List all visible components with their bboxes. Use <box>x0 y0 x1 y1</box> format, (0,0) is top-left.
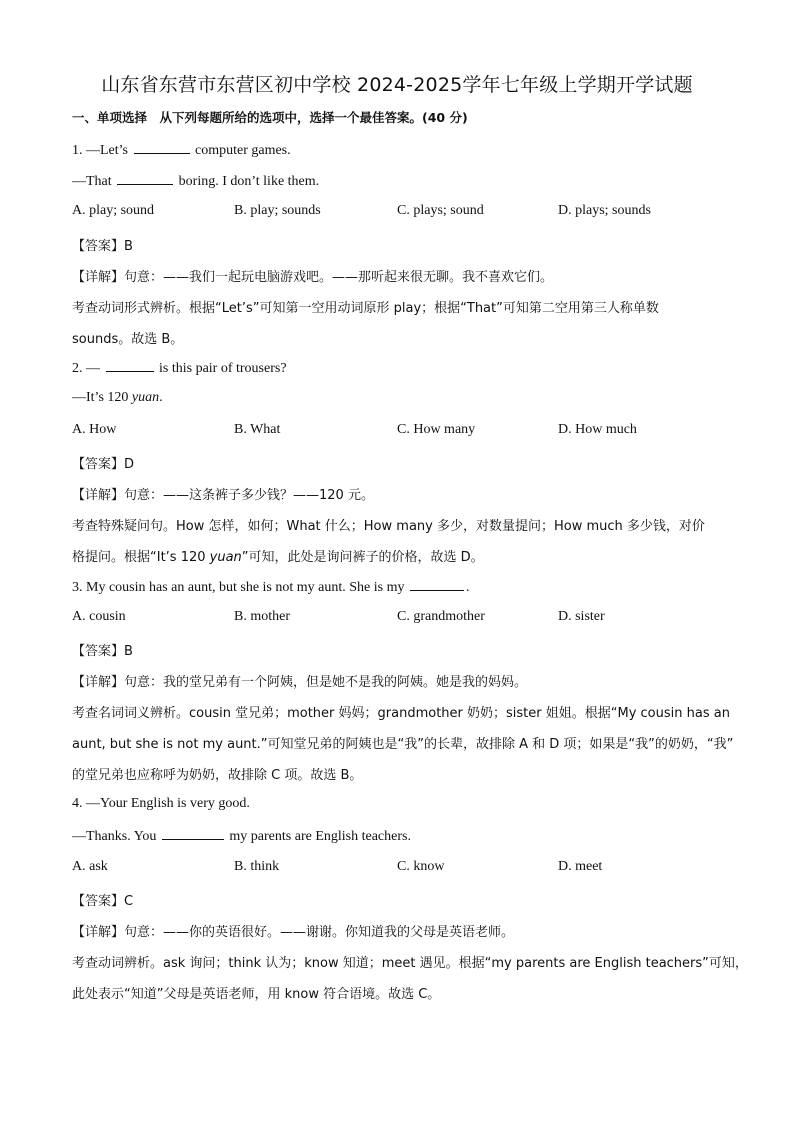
q3-option-b: B. mother <box>234 609 290 624</box>
q2-detail: 【详解】句意：——这条裤子多少钱？——120 元。 <box>72 488 374 503</box>
q2-option-b: B. What <box>234 422 281 437</box>
q4-analysis-1: 考查动词辨析。ask 询问；think 认为；know 知道；meet 遇见。根据“my parents are English teachers”可知， <box>72 956 748 971</box>
q1-option-a: A. play; sound <box>72 203 155 218</box>
q2-option-d: D. How much <box>558 422 637 437</box>
q2-italic-yuan: yuan <box>131 390 160 405</box>
q4-option-c: C. know <box>397 859 445 874</box>
answer-blank <box>410 578 464 591</box>
q1-analysis-1: 考查动词形式辨析。根据“Let’s”可知第一空用动词原形 play；根据“That”可知第二空用第三人称单数 <box>72 301 659 316</box>
q3-detail: 【详解】句意：我的堂兄弟有一个阿姨，但是她不是我的阿姨。她是我的妈妈。 <box>72 675 528 690</box>
q4-text-a: —Thanks. You <box>72 829 157 844</box>
q4-option-b: B. think <box>234 859 280 874</box>
q2-text-d: . <box>159 390 163 405</box>
q2-option-a: A. How <box>72 422 117 437</box>
q1-answer: 【答案】B <box>72 239 133 254</box>
question-1-line-1 <box>72 141 291 159</box>
q2-answer: 【答案】D <box>72 457 135 472</box>
q2-analysis-italic: yuan <box>209 550 242 565</box>
q3-analysis-2: aunt, but she is not my aunt.”可知堂兄弟的阿姨也是“我”的长辈，故排除 A 和 D 项；如果是“我”的奶奶，“我” <box>72 737 734 752</box>
q4-detail: 【详解】句意：——你的英语很好。——谢谢。你知道我的父母是英语老师。 <box>72 925 515 940</box>
question-2-line-1 <box>72 359 287 377</box>
q2-text-b: is this pair of trousers? <box>159 361 287 376</box>
q1-text-b: computer games. <box>195 143 291 158</box>
q3-option-c: C. grandmother <box>397 609 485 624</box>
q2-analysis-2a: 格提问。根据“It’s 120 <box>72 550 210 565</box>
q2-analysis-2 <box>72 546 484 565</box>
q1-option-d: D. plays; sounds <box>558 203 651 218</box>
q3-answer: 【答案】B <box>72 644 133 659</box>
q1-text-c: —That <box>72 174 112 189</box>
q3-analysis-3: 的堂兄弟也应称呼为奶奶，故排除 C 项。故选 B。 <box>72 768 363 783</box>
question-3-line-1 <box>72 578 469 596</box>
q4-analysis-2: 此处表示“知道”父母是英语老师，用 know 符合语境。故选 C。 <box>72 987 441 1002</box>
page-title: 山东省东营市东营区初中学校 2024-2025学年七年级上学期开学试题 <box>101 74 693 96</box>
q4-option-d: D. meet <box>558 859 603 874</box>
q4-answer: 【答案】C <box>72 894 134 909</box>
q1-option-c: C. plays; sound <box>397 203 484 218</box>
q4-text-b: my parents are English teachers. <box>229 829 411 844</box>
answer-blank <box>162 827 224 840</box>
question-2-line-2 <box>72 390 163 406</box>
question-4-line-1: 4. —Your English is very good. <box>72 796 250 811</box>
q1-analysis-2: sounds。故选 B。 <box>72 332 184 347</box>
q2-analysis-1: 考查特殊疑问句。How 怎样，如何；What 什么；How many 多少，对数量提问；How much 多少钱，对价 <box>72 519 705 534</box>
q1-text-d: boring. I don’t like them. <box>178 174 320 189</box>
q2-text-c: —It’s 120 <box>72 390 132 405</box>
q3-text-b: . <box>465 580 470 595</box>
q1-text-a: 1. —Let’s <box>72 143 128 158</box>
q3-option-a: A. cousin <box>72 609 126 624</box>
q2-option-c: C. How many <box>397 422 476 437</box>
q3-option-d: D. sister <box>558 609 605 624</box>
q1-detail: 【详解】句意：——我们一起玩电脑游戏吧。——那听起来很无聊。我不喜欢它们。 <box>72 270 554 285</box>
answer-blank <box>134 141 190 154</box>
answer-blank <box>106 359 154 372</box>
question-1-line-2 <box>72 172 319 190</box>
section-heading: 一、单项选择 从下列每题所给的选项中，选择一个最佳答案。(40 分) <box>72 110 468 125</box>
q3-text-a: 3. My cousin has an aunt, but she is not my aunt. She is my <box>72 580 405 595</box>
question-4-line-2 <box>72 827 411 845</box>
q3-analysis-1: 考查名词词义辨析。cousin 堂兄弟；mother 妈妈；grandmother 奶奶；sister 姐姐。根据“My cousin has an <box>72 706 730 721</box>
answer-blank <box>117 172 173 185</box>
q4-option-a: A. ask <box>72 859 108 874</box>
q2-analysis-2b: ”可知，此处是询问裤子的价格，故选 D。 <box>241 550 484 565</box>
q2-text-a: 2. — <box>72 361 100 376</box>
q1-option-b: B. play; sounds <box>234 203 321 218</box>
